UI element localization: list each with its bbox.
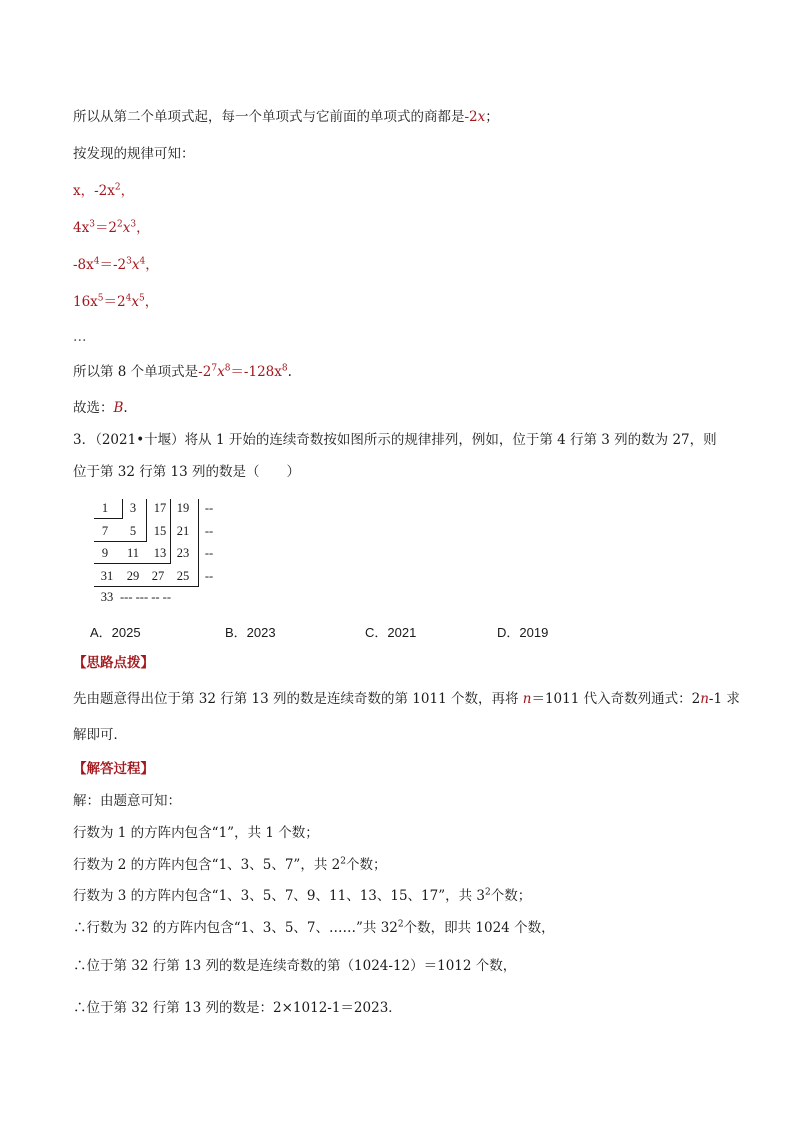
math: -2 [198, 364, 212, 380]
text: 个数； [345, 857, 387, 873]
text: -1 求 [708, 691, 740, 707]
text: ∴行数为 32 的方阵内包含“1、3、5、7、……”共 32 [73, 920, 398, 936]
divider-line [94, 541, 146, 542]
grid-cell: 7 [101, 524, 109, 538]
text-line-2: 按发现的规律可知： [73, 146, 195, 162]
formula-line-1 [73, 182, 134, 200]
math: ＝2 [103, 294, 126, 310]
answer-letter: B [113, 400, 124, 416]
solution-line-7: ∴位于第 32 行第 13 列的数是：2×1012-1＝2023． [73, 1000, 402, 1016]
grid-cell: 31 [100, 569, 114, 583]
punct: . [123, 400, 128, 416]
option-b: B．2023 [225, 625, 276, 640]
grid-cell: -- [204, 524, 214, 538]
punct: . [287, 364, 292, 380]
math-var: x [131, 257, 140, 273]
text: 故选： [73, 400, 114, 416]
punct: ， [144, 294, 159, 310]
grid-cell: 13 [153, 546, 167, 560]
grid-cell: -- [204, 569, 214, 583]
divider-line [122, 499, 123, 519]
answer-line [73, 399, 128, 417]
formula-line-4 [73, 293, 158, 311]
exponent: 5 [97, 293, 104, 304]
math: ＝2 [94, 220, 118, 236]
question-3-line-1: 3．（2021•十堰）将从 1 开始的连续奇数按如图所示的规律排列，例如，位于第 4 行第 3 列的数为 27，则 [73, 432, 717, 448]
math-var: n [522, 691, 532, 707]
option-d: D．2019 [497, 625, 549, 640]
exponent: 2 [340, 856, 346, 867]
exponent: 4 [139, 256, 146, 267]
grid-cell: 25 [176, 569, 190, 583]
math: x，-2x [73, 183, 115, 199]
math-var: x [131, 294, 139, 310]
grid-cell: 23 [176, 546, 190, 560]
divider-line [146, 499, 147, 542]
divider-line [94, 518, 122, 519]
grid-cell: 5 [129, 524, 137, 538]
math-var: n [700, 691, 709, 707]
math-var: x [477, 109, 486, 125]
text: 所以从第二个单项式起，每一个单项式与它前面的单项式的商都是 [73, 109, 465, 125]
text: ＝1011 代入奇数列通式：2 [531, 691, 701, 707]
grid-cell: 27 [151, 569, 165, 583]
grid-cell: 33 [100, 590, 114, 604]
exponent: 3 [89, 219, 95, 230]
grid-cell: -- [204, 501, 214, 515]
divider-line [170, 499, 171, 564]
divider-line [94, 563, 170, 564]
solution-line-1: 解：由题意可知： [73, 793, 181, 809]
punct: ， [145, 257, 159, 273]
exponent: 5 [138, 293, 145, 304]
math: -8x [73, 257, 94, 273]
grid-cell: 15 [153, 524, 167, 538]
text-line-1 [73, 108, 499, 126]
formula-line-2 [73, 219, 150, 237]
exponent: 8 [224, 363, 231, 374]
solution-line-2: 行数为 1 的方阵内包含“1”，共 1 个数； [73, 825, 319, 841]
math: 16x [73, 294, 98, 310]
math: ＝-2 [99, 257, 127, 273]
grid-cell: 21 [176, 524, 190, 538]
text: 先由题意得出位于第 32 行第 13 列的数是连续奇数的第 1011 个数，再将 [73, 691, 523, 707]
option-c: C．2021 [365, 625, 417, 640]
math-var: x [122, 220, 131, 236]
divider-line [198, 499, 199, 587]
grid-cell: 19 [176, 501, 190, 515]
grid-cell: -- [204, 546, 214, 560]
odd-number-grid [90, 497, 240, 607]
exponent: 2 [397, 919, 404, 930]
text: 行数为 3 的方阵内包含“1、3、5、7、9、11、13、15、17”，共 3 [73, 888, 486, 904]
solution-heading: 【解答过程】 [73, 761, 154, 777]
solution-line-5 [73, 919, 555, 937]
grid-cell: 3 [129, 501, 137, 515]
formula-line-3 [73, 256, 159, 274]
divider-line [94, 586, 198, 587]
exponent: 8 [281, 363, 288, 374]
text: ； [485, 109, 499, 125]
grid-cell: 29 [126, 569, 140, 583]
math: -2 [464, 109, 478, 125]
hint-heading: 【思路点拨】 [73, 655, 154, 671]
punct: ， [120, 183, 135, 199]
exponent: 2 [117, 219, 123, 230]
solution-line-3 [73, 856, 386, 874]
ellipsis: … [73, 329, 87, 345]
text: 所以第 8 个单项式是 [73, 364, 199, 380]
exponent: 4 [93, 256, 100, 267]
math: 4x [73, 220, 90, 236]
question-3-line-2: 位于第 32 行第 13 列的数是（ ） [73, 464, 301, 480]
text: 个数，即共 1024 个数， [403, 920, 555, 936]
exponent: 3 [126, 256, 132, 267]
exponent: 2 [485, 887, 491, 898]
punct: ， [136, 220, 150, 236]
grid-cell: 1 [101, 501, 109, 515]
solution-line-4 [73, 887, 531, 905]
grid-cell: 11 [126, 546, 140, 560]
hint-line-2: 解即可． [73, 727, 127, 743]
hint-line-1 [73, 690, 740, 708]
exponent: 2 [114, 182, 121, 193]
math: ＝-128x [230, 364, 282, 380]
text-line-3 [73, 363, 292, 381]
option-a: A．2025 [90, 625, 141, 640]
text: 行数为 2 的方阵内包含“1、3、5、7”，共 2 [73, 857, 341, 873]
grid-cell: --- --- -- -- [120, 590, 172, 604]
exponent: 7 [211, 363, 218, 374]
exponent: 3 [130, 219, 137, 230]
solution-line-6: ∴位于第 32 行第 13 列的数是连续奇数的第（1024-12）＝1012 个数， [73, 958, 517, 974]
grid-cell: 17 [153, 501, 167, 515]
text: 个数； [490, 888, 532, 904]
exponent: 4 [125, 293, 132, 304]
grid-cell: 9 [101, 546, 109, 560]
math-var: x [217, 364, 225, 380]
